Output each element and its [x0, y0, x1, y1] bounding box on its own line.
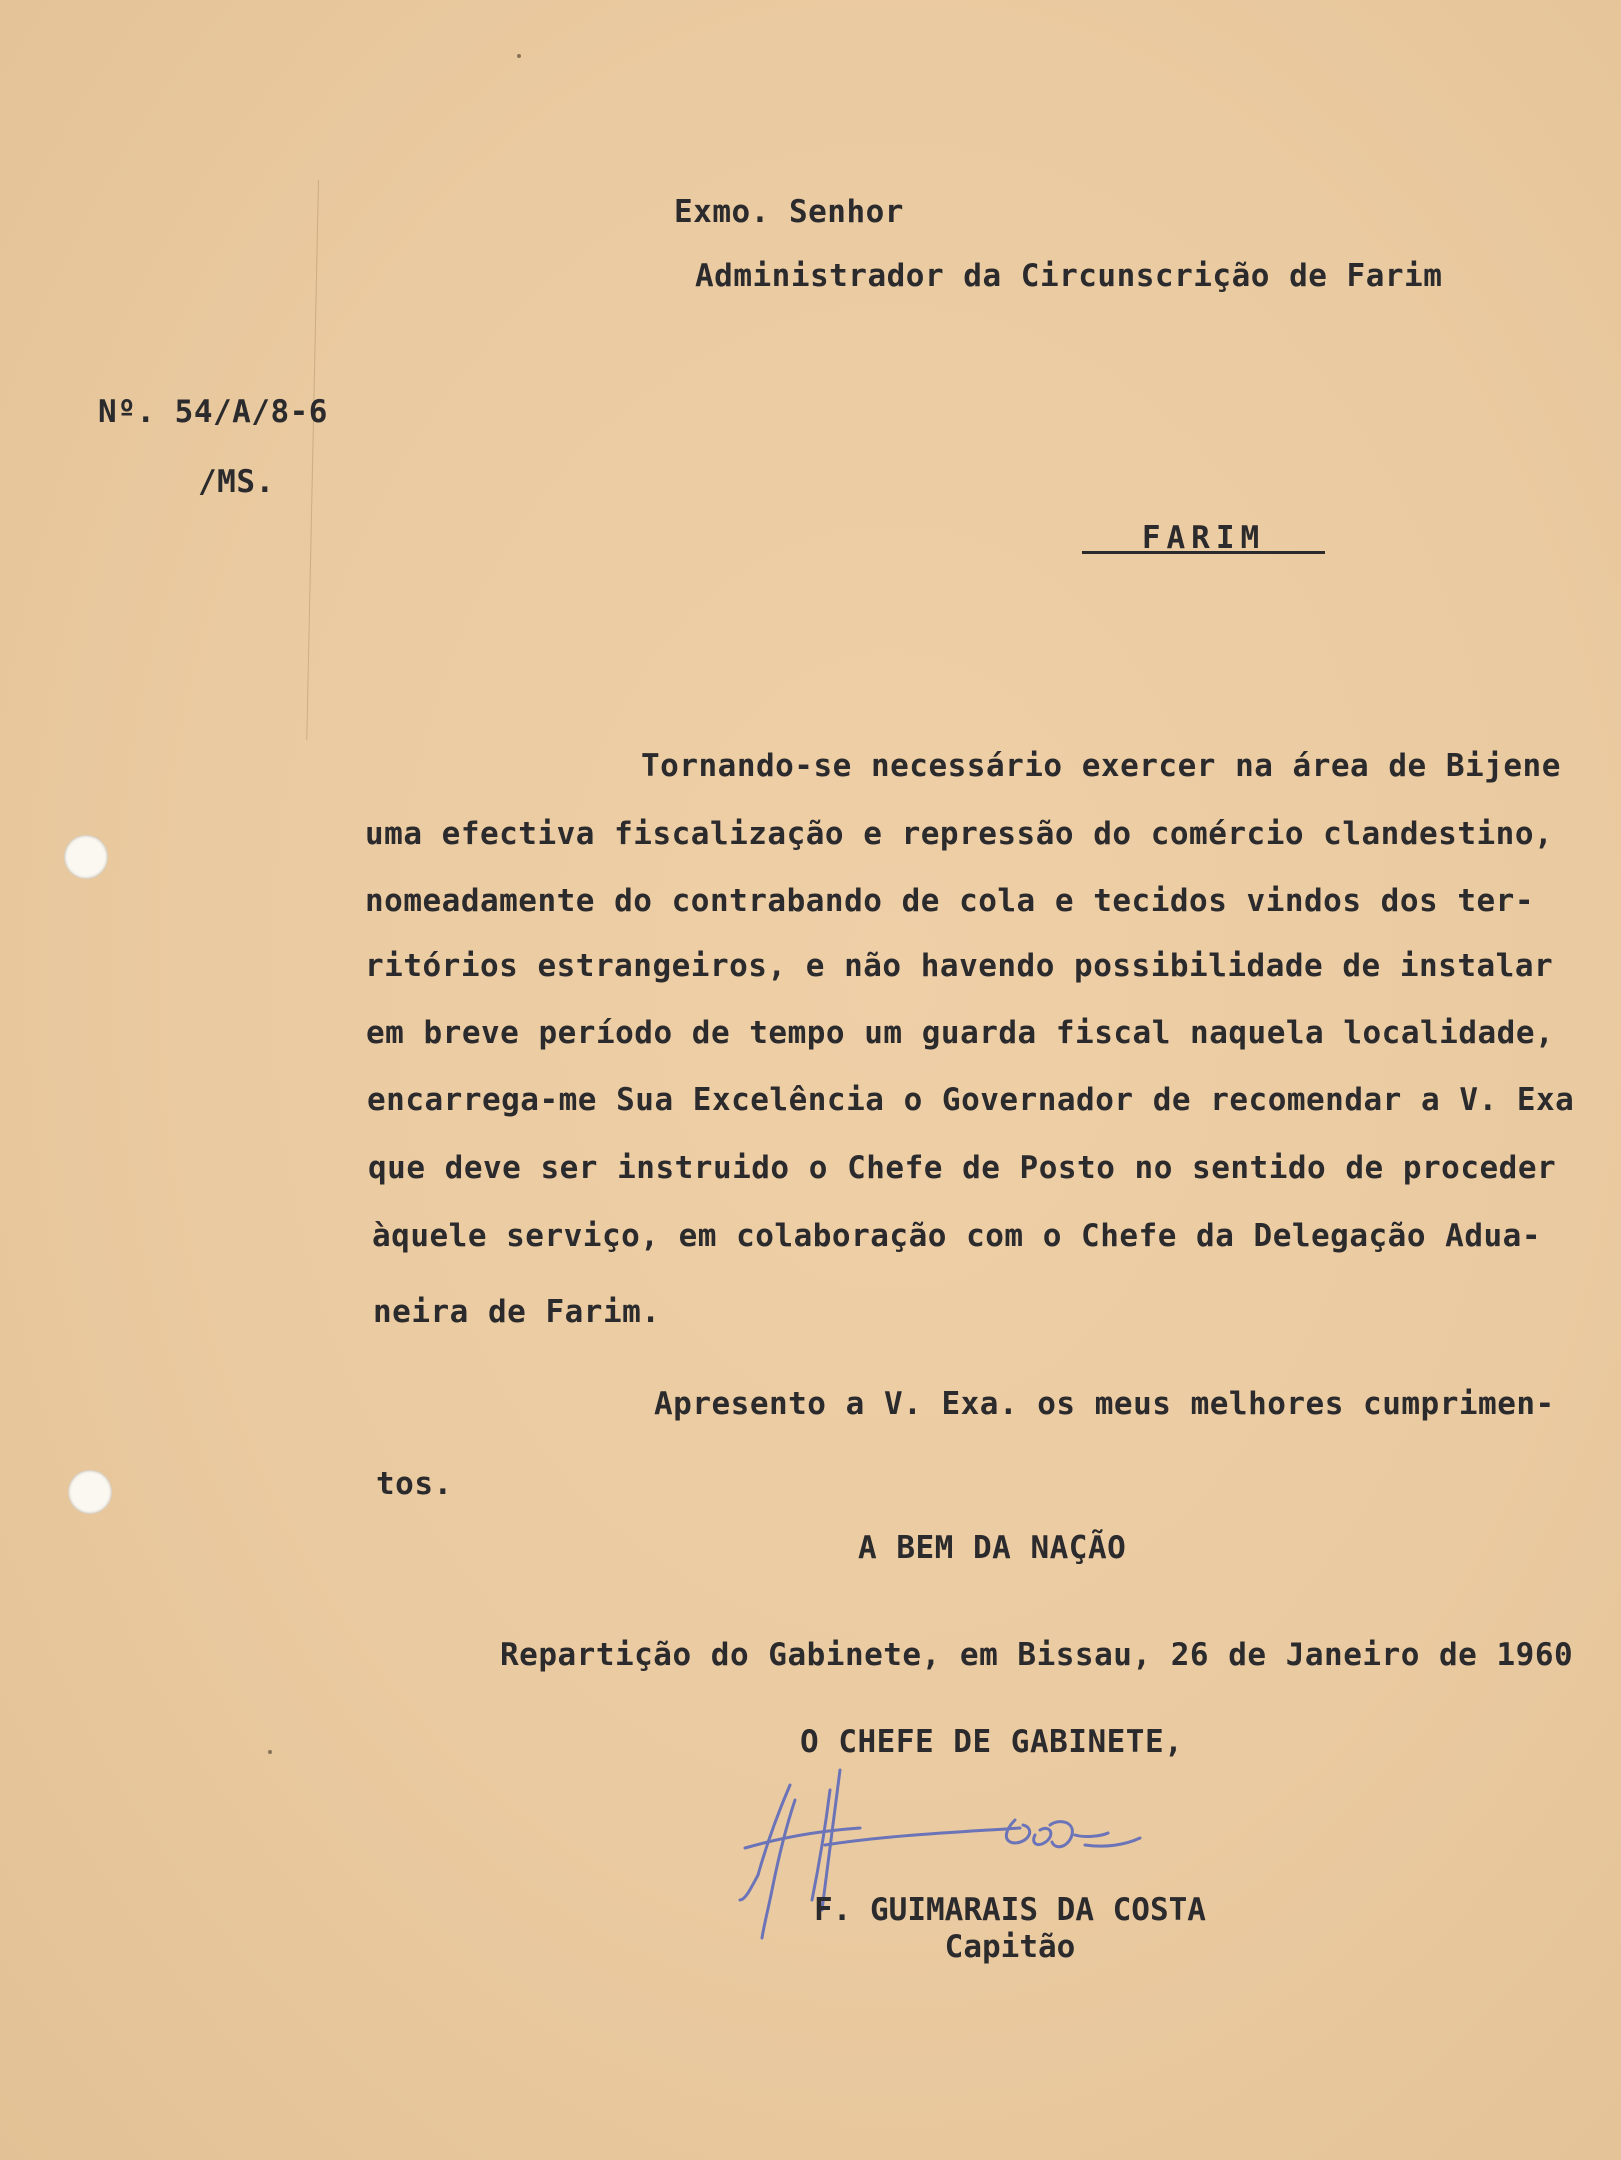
body-line: nomeadamente do contrabando de cola e tecidos vindos dos ter- [365, 883, 1534, 919]
body-line: ritórios estrangeiros, e não havendo possibilidade de instalar [365, 948, 1554, 984]
signatory-rank: Capitão [944, 1929, 1076, 1965]
body-line: neira de Farim. [373, 1294, 661, 1330]
destination-title: FARIM [1141, 520, 1266, 556]
addressee-title: Administrador da Circunscrição de Farim [695, 258, 1443, 294]
punch-hole-bottom [68, 1470, 112, 1514]
signatory-role: O CHEFE DE GABINETE, [800, 1724, 1184, 1760]
paper-speck [268, 1750, 272, 1754]
paper-fold-line [306, 180, 319, 740]
reference-number: Nº. 54/A/8-6 [98, 394, 328, 430]
body-line: em breve período de tempo um guarda fiscal naquela localidade, [366, 1015, 1555, 1051]
body-line: encarrega-me Sua Excelência o Governador de recomendar a V. Exa [367, 1082, 1575, 1118]
body-line: Apresento a V. Exa. os meus melhores cumprimen- [654, 1386, 1555, 1422]
closing-motto: A BEM DA NAÇÃO [858, 1530, 1127, 1566]
punch-hole-top [64, 835, 108, 879]
signatory-name: F. GUIMARAIS DA COSTA [814, 1892, 1206, 1928]
addressee-salutation: Exmo. Senhor [674, 194, 904, 230]
reference-suffix: /MS. [198, 464, 275, 500]
body-line: tos. [376, 1466, 453, 1502]
body-line: uma efectiva fiscalização e repressão do comércio clandestino, [365, 816, 1554, 852]
paper-speck [517, 54, 521, 58]
place-and-date: Repartição do Gabinete, em Bissau, 26 de Janeiro de 1960 [500, 1637, 1574, 1673]
body-line: Tornando-se necessário exercer na área de Bijene [641, 748, 1561, 784]
body-line: que deve ser instruido o Chefe de Posto no sentido de proceder [368, 1150, 1557, 1186]
body-line: àquele serviço, em colaboração com o Chefe da Delegação Adua- [372, 1218, 1541, 1254]
destination-underline [1082, 551, 1325, 554]
